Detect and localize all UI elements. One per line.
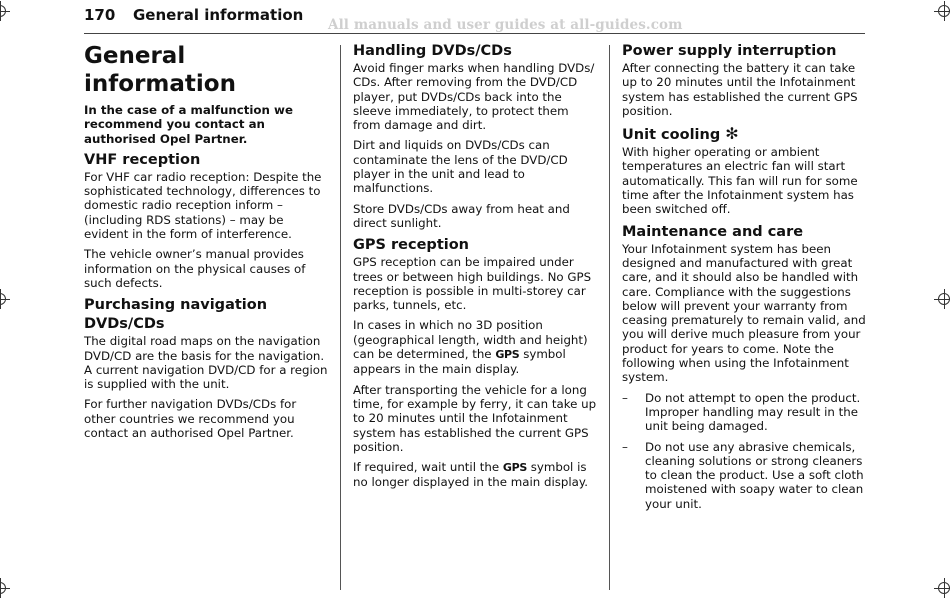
heading-purchasing-navigation: Purchasing navigation DVDs/CDs — [84, 297, 268, 333]
registration-mark-icon — [0, 5, 6, 17]
paragraph: Store DVDs/CDs away from heat and direct sunlight. — [353, 201, 570, 230]
list-item-text: Do not use any abrasive chemicals, cleaning solutions or strong cleaners to clean the product. Use a soft cloth moistened with soapy water to clean your unit. — [645, 439, 864, 511]
text: In cases in which no 3D position (geographical length, width and height) can be determined, the — [353, 318, 588, 362]
heading-text: Unit cooling — [622, 127, 721, 144]
gps-symbol-icon: GPS — [502, 461, 527, 475]
running-title: General information — [133, 6, 304, 24]
paragraph: After connecting the battery it can take up to 20 minutes until the Infotainment system has established the current GPS position. — [622, 61, 858, 118]
text: symbol appears in the main display. — [353, 347, 566, 377]
heading-unit-cooling — [622, 124, 866, 145]
paragraph — [353, 318, 598, 376]
registration-mark-icon — [938, 5, 950, 17]
text: symbol is no longer displayed in the main display. — [353, 460, 588, 490]
gps-symbol-icon: GPS — [495, 348, 520, 362]
page-title: General information — [84, 43, 236, 97]
heading-handling-dvds: Handling DVDs/CDs — [353, 43, 512, 59]
heading-power-supply: Power supply interruption — [622, 43, 837, 59]
column-divider-2 — [609, 45, 610, 590]
column-3 — [622, 42, 866, 517]
registration-mark-icon — [0, 293, 6, 305]
registration-mark-icon — [938, 293, 950, 305]
list-item — [622, 440, 866, 511]
paragraph: After transporting the vehicle for a long time, for example by ferry, it can take up to 20 minutes until the Infotainment system has established the current GPS position. — [353, 382, 597, 454]
page-number: 170 — [84, 6, 116, 24]
column-divider-1 — [340, 45, 341, 590]
paragraph: Dirt and liquids on DVDs/CDs can contaminate the lens of the DVD/CD player in the unit and lead to malfunctions. — [353, 138, 568, 196]
dash-marker: – — [622, 390, 628, 405]
paragraph: For further navigation DVDs/CDs for other countries we recommend you contact an authorised Opel Partner. — [84, 397, 297, 441]
heading-maintenance: Maintenance and care — [622, 223, 804, 240]
paragraph: GPS reception can be impaired under trees or between high buildings. No GPS reception is possible in multi-storey car parks, tunnels, etc. — [353, 255, 592, 313]
registration-mark-icon — [0, 582, 6, 594]
column-2 — [353, 42, 598, 496]
paragraph: Your Infotainment system has been designed and manufactured with great care, and it should also be handled with care. Compliance with the suggestions below will prevent your warranty from ceasing prematurely to remain valid, and you will derive much pleasure from your product for years to come. Note the following when using the Infotainment system. — [622, 241, 866, 385]
heading-vhf-reception: VHF reception — [84, 151, 201, 168]
text: If required, wait until the — [353, 460, 500, 475]
paragraph: The vehicle owner’s manual provides information on the physical causes of such defects. — [84, 247, 306, 290]
intro-text: In the case of a malfunction we recommend you contact an authorised Opel Partner. — [84, 103, 293, 146]
paragraph: Avoid finger marks when handling DVDs/ CDs. After removing from the DVD/CD player, put DVDs/CDs back into the sleeve immediately, to protect them from damage and dirt. — [353, 61, 595, 133]
paragraph — [353, 460, 598, 490]
dash-marker: – — [622, 439, 628, 454]
fan-icon: ✻ — [725, 124, 739, 144]
paragraph: With higher operating or ambient temperatures an electric fan will start automatically. This fan will run for some time after the Infotainment system has been switched off. — [622, 145, 858, 217]
list-item-text: Do not attempt to open the product. Improper handling may result in the unit being damaged. — [645, 390, 861, 434]
paragraph: For VHF car radio reception: Despite the sophisticated technology, differences to domestic radio reception inform – (including RDS stations) – may be evident in the form of interference. — [84, 169, 322, 242]
list-item — [622, 391, 866, 434]
registration-mark-icon — [938, 582, 950, 594]
paragraph: The digital road maps on the navigation DVD/CD are the basis for the navigation. A current navigation DVD/CD for a region is supplied with the unit. — [84, 334, 328, 392]
watermark: All manuals and user guides at all-guides.com — [328, 17, 683, 33]
heading-gps-reception: GPS reception — [353, 237, 469, 254]
maintenance-list — [622, 391, 866, 511]
column-1 — [84, 42, 330, 446]
